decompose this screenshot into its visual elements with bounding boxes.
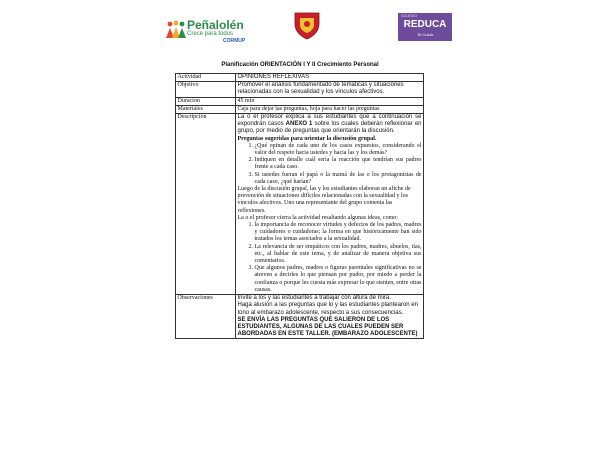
observation-line: Invite a los y las estudiantes a trabajar con altura de mira. — [237, 295, 391, 302]
observation-line: Haga alusión a las preguntas que lo y las estudiantes plantearon en tono al embarazo adolescente, respecto a sus consecuencias. — [237, 302, 418, 316]
row-label: Duracion — [176, 97, 236, 105]
planning-table — [175, 73, 424, 339]
list-item: 3. Que algunos padres, madres o figuras parentales significativas no se atreven a decirles lo que piensan por pudor, por miedo a perder la confianza o porque les cuesta más expresar lo que sienten, entre otras causas. — [255, 265, 422, 294]
brand-tagline: Crece para todos — [187, 31, 234, 37]
questions-heading: Preguntas sugeridas para orientar la discusión grupal. — [237, 135, 377, 142]
reduca-top-text: COLEGIO — [401, 14, 417, 18]
row-label: Observaciones — [176, 295, 236, 339]
table-row — [176, 74, 424, 82]
table-row — [176, 97, 424, 105]
row-value: OPINIONES REFLEXIVAS — [236, 74, 424, 82]
brand-org: CORMUP — [223, 38, 246, 44]
observation-note: SE ENVÍA LAS PREGUNTAS QUE SALIERON DE LOS ESTUDIANTES, ALGUNAS DE LAS CUALES PUEDEN SER ABORDADAS EN ESTE TALLER. (EMBARAZO ADOLESCENTE) — [237, 316, 418, 338]
reduca-name: REDUCA — [403, 19, 447, 30]
row-label: Materiales — [176, 105, 236, 113]
description-intro: La o el profesor explica a sus estudiantes que a continuación se expondrán casos ANEXO 1 sobre los cuales deberán reflexionar en grupo, por medio de preguntas que orientarán la discusión. — [237, 114, 422, 135]
table-row — [176, 82, 424, 97]
row-value: Caja para dejar las preguntas, hoja para hacer las preguntas — [236, 105, 424, 113]
closing-intro: La o el profesor cierra la actividad resaltando algunas ideas, como: — [237, 214, 398, 221]
page-title: Planificación ORIENTACIÓN I Y II Crecimiento Personal — [221, 62, 379, 68]
list-item: 1. la importancia de reconocer virtudes y defectos de los padres, madres y cuidadores o cuidadoras; la forma en que históricamente han sido tratados los temas asociados a la sexualidad. — [255, 222, 422, 244]
row-value — [236, 295, 424, 339]
school-crest-icon — [292, 10, 322, 40]
row-value — [236, 114, 424, 295]
list-item: 3. Si ustedes fueran el papá o la mamá de las o los protagonistas de cada caso, ¿qué harían? — [255, 172, 422, 186]
annex-reference: ANEXO 1 — [285, 121, 313, 128]
people-icon — [165, 20, 187, 40]
row-value: Promover el análisis fundamentado de temáticas y situaciones relacionadas con la sexualidad y los vínculos afectivos. — [236, 82, 424, 97]
closing-list — [238, 222, 422, 294]
table-row — [176, 114, 424, 295]
row-label: Actividad — [176, 74, 236, 82]
penalolen-logo — [165, 18, 265, 44]
row-value: 45 min — [236, 97, 424, 105]
row-label: Descripción — [176, 114, 236, 295]
row-label: Objetivo — [176, 82, 236, 97]
description-after: Luego de la discusión grupal, las y los estudiantes elaboran un afiche de prevención de situaciones difíciles relacionadas con la sexualidad y los vínculos afectivos. Uno una representante del grupo comenta las reflexiones. — [237, 186, 411, 214]
reduca-sub: Te Cuida — [417, 32, 433, 37]
list-item: 2. La relevancia de ser empáticos con los padres, madres, abuelos, tías, etc., al hablar de este tema, y de analizar de manera objetiva sus comentarios. — [255, 244, 422, 266]
list-item: 1. ¿Qué opinan de cada uno de los casos expuestos, considerando el valor del respeto hacia ustedes y hacia las y los demás? — [255, 143, 422, 157]
list-item: 2. Indiquen en detalle cuál sería la reacción que tendrían sus padres frente a cada caso. — [255, 157, 422, 171]
table-row — [176, 295, 424, 339]
brand-name: Peñalolén — [187, 18, 244, 32]
table-row — [176, 105, 424, 113]
questions-list — [238, 143, 422, 186]
reduca-logo — [398, 13, 452, 41]
